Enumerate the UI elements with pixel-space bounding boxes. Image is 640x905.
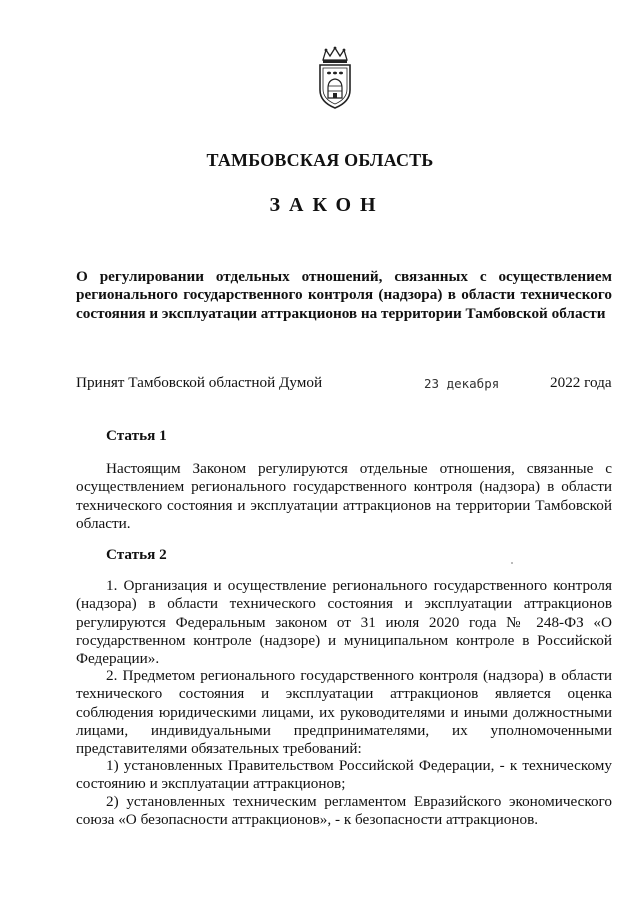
adopted-by: Принят Тамбовской областной Думой	[76, 374, 323, 391]
article-2-item-1: 1) установленных Правительством Российской Федерации, - к техническому состоянию и эксплуатации аттракционов;	[76, 757, 612, 793]
document-type: ЗАКОН	[269, 194, 385, 216]
region-name: ТАМБОВСКАЯ ОБЛАСТЬ	[206, 150, 434, 170]
adoption-year: 2022 года	[550, 374, 612, 391]
article-1-paragraph: Настоящим Законом регулируются отдельные отношения, связанные с осуществлением регионального государственного контроля (надзора) в области технического состояния и эксплуатации аттракционов на территории Тамбовской области.	[76, 460, 612, 532]
article-1-heading: Статья 1	[106, 427, 167, 444]
law-title: О регулировании отдельных отношений, связанных с осуществлением регионального государственного контроля (надзора) в области технического состояния и эксплуатации аттракционов на территории Тамбовской области	[76, 268, 612, 322]
adoption-date: 23 декабря	[424, 376, 500, 391]
article-2-paragraph-2: 2. Предметом регионального государственного контроля (надзора) в области технического состояния и эксплуатации аттракционов является оценка соблюдения юридическими лицами, их руководителями и иными должностными лицами, индивидуальными предпринимателями, их уполномоченными представителями обязательных требований:	[76, 667, 612, 758]
coat-of-arms-icon	[314, 46, 356, 110]
scan-artifact	[511, 562, 513, 564]
article-2-heading: Статья 2	[106, 546, 167, 563]
article-2-item-2: 2) установленных техническим регламентом Евразийского экономического союза «О безопасности аттракционов», - к безопасности аттракционов.	[76, 793, 612, 829]
article-2-paragraph-1: 1. Организация и осуществление регионального государственного контроля (надзора) в области технического состояния и эксплуатации аттракционов регулируются Федеральным законом от 31 июля 2020 года № 248-ФЗ «О государственном контроле (надзоре) и муниципальном контроле в Российской Федерации».	[76, 577, 612, 668]
